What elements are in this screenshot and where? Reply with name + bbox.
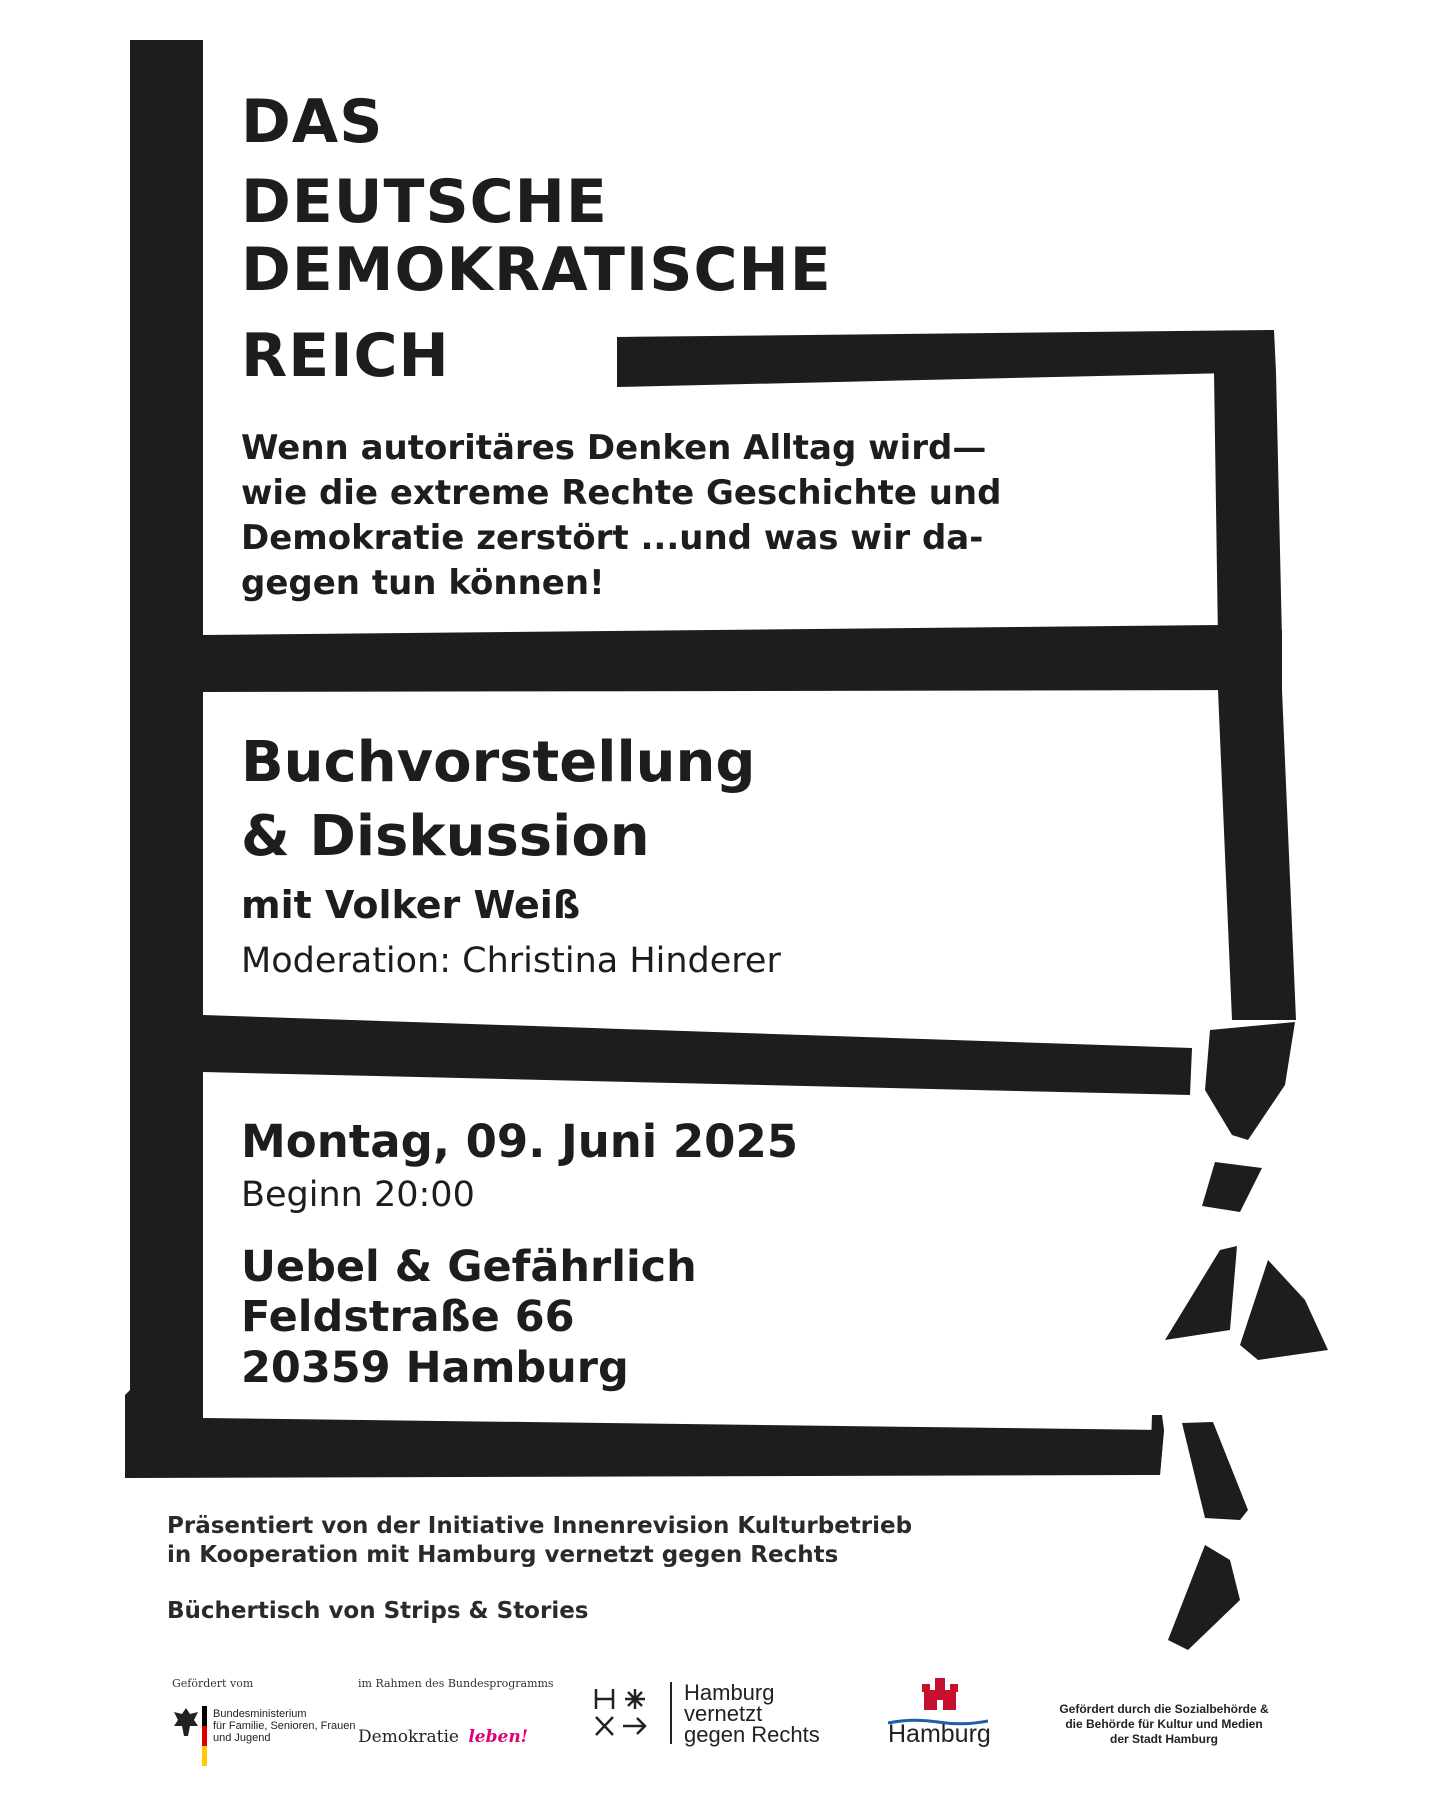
fragment-5 <box>1182 1422 1248 1520</box>
fragment-2 <box>1202 1162 1262 1212</box>
hvgr-symbol <box>593 1685 661 1745</box>
demokratie-text: Demokratie <box>358 1727 459 1747</box>
fragment-1 <box>1205 1022 1295 1140</box>
program-label: im Rahmen des Bundesprogramms <box>358 1677 554 1690</box>
moderation: Moderation: Christina Hinderer <box>241 941 781 981</box>
hvgr-icon <box>593 1685 661 1741</box>
federal-eagle-logo <box>172 1706 200 1742</box>
right-bar-lower <box>1150 1415 1164 1475</box>
hamburg-castle-logo <box>920 1676 960 1716</box>
venue-city: 20359 Hamburg <box>241 1343 629 1393</box>
venue-name: Uebel & Gefährlich <box>241 1242 697 1292</box>
event-type-line-1: Buchvorstellung <box>241 730 756 795</box>
event-date: Montag, 09. Juni 2025 <box>241 1115 799 1168</box>
eagle-icon <box>172 1706 200 1738</box>
funded-by-label: Gefördert vom <box>172 1677 254 1690</box>
title-line-3: DEMOKRATISCHE <box>241 235 832 305</box>
fragment-3 <box>1165 1246 1237 1340</box>
title-line-2: DEUTSCHE <box>241 167 608 237</box>
sozial-line-1: Gefördert durch die Sozialbehörde & <box>1059 1702 1269 1716</box>
book-table: Büchertisch von Strips & Stories <box>167 1598 589 1624</box>
left-bar <box>125 40 203 1478</box>
hvgr-line-3: gegen Rechts <box>684 1722 820 1747</box>
ministry-line-3: und Jugend <box>213 1732 271 1744</box>
hvgr-line-2: vernetzt <box>684 1701 763 1726</box>
right-bar-upper <box>1214 372 1282 640</box>
sozial-line-2: die Behörde für Kultur und Medien <box>1065 1717 1263 1731</box>
hamburg-wordmark: Hamburg <box>888 1720 991 1748</box>
start-time: Beginn 20:00 <box>241 1175 475 1215</box>
hvgr-divider <box>670 1682 672 1744</box>
subtitle-line-1: Wenn autoritäres Denken Alltag wird— <box>241 428 987 468</box>
bottom-bar <box>125 1418 1164 1478</box>
title-line-1: DAS <box>241 87 384 157</box>
german-flag-stripe <box>202 1706 207 1766</box>
credits-line-2: in Kooperation mit Hamburg vernetzt gegen Rechts <box>167 1542 839 1568</box>
speaker: mit Volker Weiß <box>241 883 581 927</box>
credits-line-1: Präsentiert von der Initiative Innenrevision Kulturbetrieb <box>167 1513 913 1539</box>
sozial-line-3: der Stadt Hamburg <box>1109 1732 1218 1746</box>
subtitle-line-2: wie die extreme Rechte Geschichte und <box>241 473 1002 513</box>
right-bar-middle <box>1218 690 1296 1020</box>
subtitle-line-3: Demokratie zerstört ...und was wir da- <box>241 518 984 558</box>
fragment-4 <box>1240 1260 1328 1360</box>
event-type-line-2: & Diskussion <box>241 804 650 869</box>
ministry-line-2: für Familie, Senioren, Frauen <box>213 1720 356 1732</box>
top-bar <box>617 330 1276 387</box>
hvgr-line-1: Hamburg <box>684 1680 775 1705</box>
title-line-4: REICH <box>241 321 450 391</box>
divider-2 <box>203 1015 1192 1095</box>
fragment-6 <box>1168 1545 1240 1650</box>
demokratie-leben-logo <box>358 1727 528 1747</box>
subtitle-line-4: gegen tun können! <box>241 563 605 603</box>
ministry-line-1: Bundesministerium <box>213 1708 307 1720</box>
castle-icon <box>920 1676 960 1712</box>
divider-1 <box>203 625 1282 692</box>
venue-street: Feldstraße 66 <box>241 1292 575 1342</box>
leben-text: leben! <box>468 1727 529 1747</box>
